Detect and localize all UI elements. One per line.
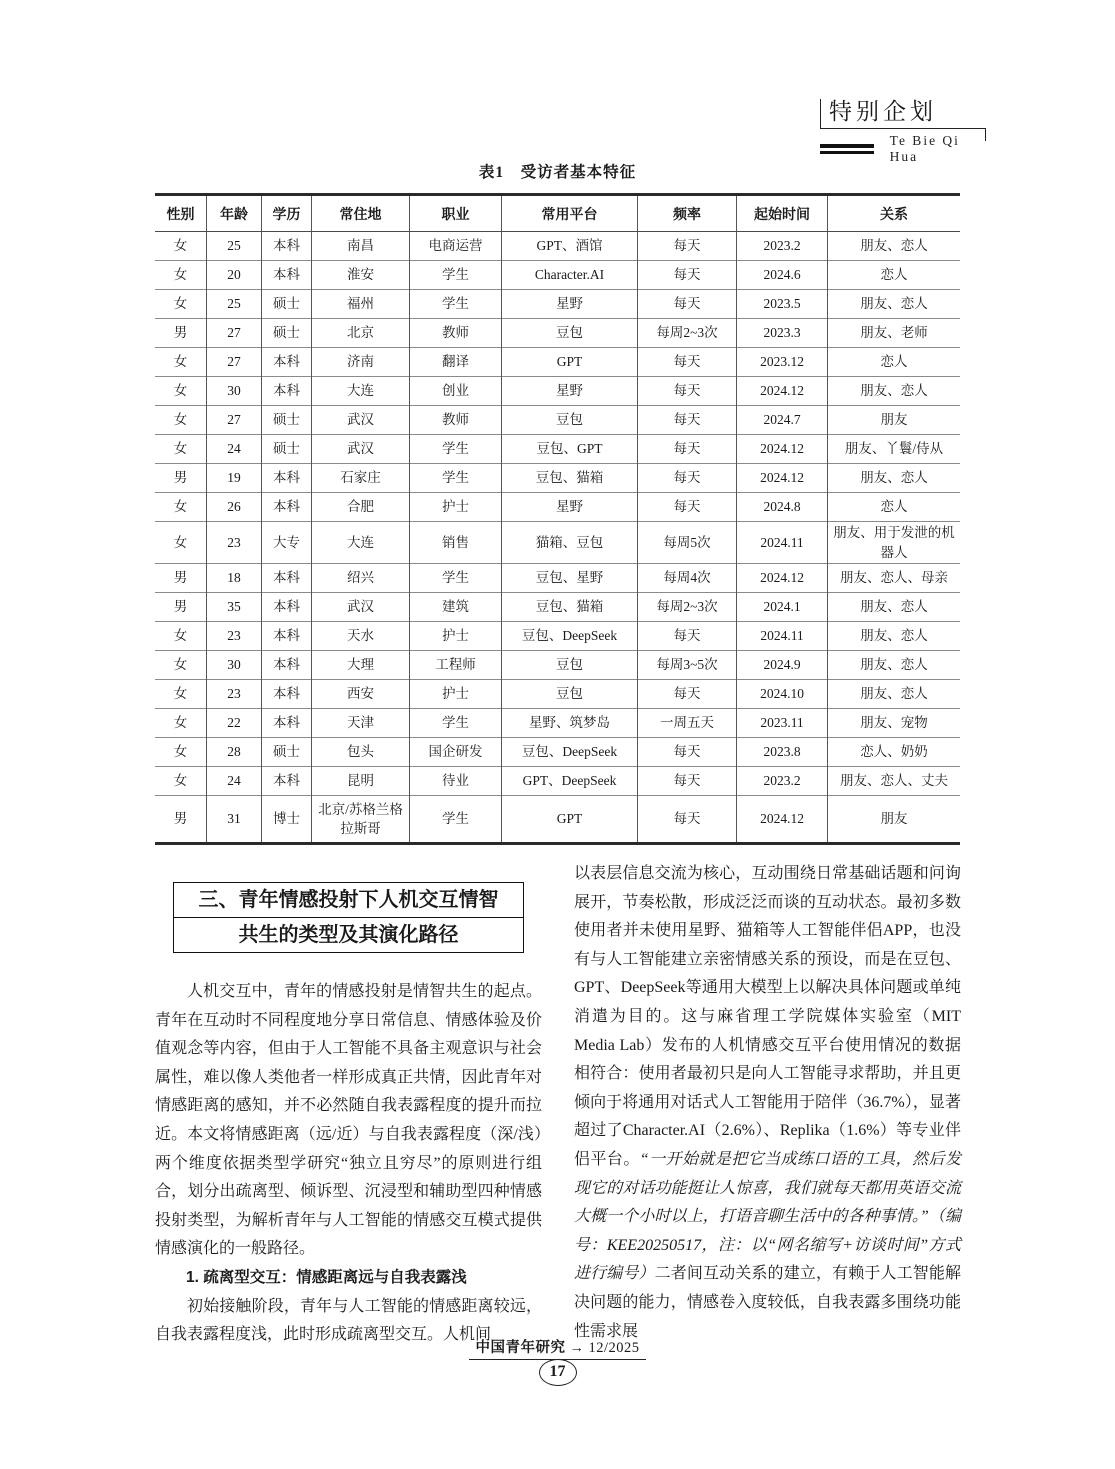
- column-header: 关系: [828, 195, 961, 232]
- table-cell: 朋友、恋人、丈夫: [828, 767, 961, 796]
- page-number: 17: [539, 1359, 577, 1386]
- header-badge-title: 特别企划: [829, 99, 937, 124]
- table-cell: 武汉: [312, 406, 410, 435]
- table-cell: 女: [173, 534, 188, 550]
- paragraph-intro: 人机交互中，青年的情感投射是情智共生的起点。青年在互动时不同程度地分享日常信息、情感体验及价值观念等内容，但由于人工智能不具备主观意识与社会属性，难以像人类他者一样形成真正共情，因此青年对情感距离的感知，并不必然随自我表露程度的提升而拉近。本文将情感距离（远/近）与自我表露程度（深/浅）两个维度依据类型学研究“独立且穷尽”的原则进行组合，划分出疏离型、倾诉型、沉浸型和辅助型四种情感投射类型，为解析青年与人工智能的情感交互模式提供情感演化的一般路径。: [155, 983, 542, 1258]
- table-cell: 2023.12: [737, 348, 828, 377]
- table-cell: 工程师: [410, 651, 502, 680]
- table-cell: 2024.7: [737, 406, 828, 435]
- table-cell: 2024.12: [737, 377, 828, 406]
- table-cell: 本科: [262, 464, 312, 493]
- table-cell: 每天: [638, 406, 737, 435]
- table-cell: 豆包、猫箱: [502, 593, 638, 622]
- table-cell: 豆包、星野: [502, 564, 638, 593]
- table-cell: 护士: [410, 622, 502, 651]
- table-cell: 包头: [312, 738, 410, 767]
- table-cell: 硕士: [262, 435, 312, 464]
- table-cell: 女: [173, 686, 188, 702]
- table-cell: 男: [173, 811, 188, 827]
- table-cell: 创业: [410, 377, 502, 406]
- table-cell: 护士: [410, 493, 502, 522]
- table-cell: 2024.11: [737, 622, 828, 651]
- table-cell: 朋友、恋人: [828, 651, 961, 680]
- table-row: [155, 564, 960, 593]
- header-badge-frame: [820, 99, 986, 129]
- table-cell: 昆明: [312, 767, 410, 796]
- table-cell: 女: [173, 773, 188, 789]
- table-cell: 24: [207, 767, 262, 796]
- table-cell: 朋友、恋人: [828, 290, 961, 319]
- table-cell: 28: [207, 738, 262, 767]
- table-cell: 北京/苏格兰格拉斯哥: [312, 796, 410, 844]
- table-cell: 学生: [410, 464, 502, 493]
- table-cell: 合肥: [312, 493, 410, 522]
- column-header: 常住地: [312, 195, 410, 232]
- table-cell: GPT: [502, 348, 638, 377]
- table-cell: 朋友: [828, 406, 961, 435]
- table-cell: 一周五天: [638, 709, 737, 738]
- subsection-heading: 1. 疏离型交互：情感距离远与自我表露浅: [186, 1268, 467, 1286]
- table-cell: 30: [207, 377, 262, 406]
- table-cell: 2023.5: [737, 290, 828, 319]
- table-row: [155, 261, 960, 290]
- table-row: [155, 593, 960, 622]
- table-cell: 每天: [638, 622, 737, 651]
- arrow-icon: →: [569, 1340, 585, 1356]
- table-cell: 2024.12: [737, 564, 828, 593]
- table-cell: 2023.3: [737, 319, 828, 348]
- table-cell: 天津: [312, 709, 410, 738]
- table-cell: 本科: [262, 564, 312, 593]
- section-heading: [173, 882, 524, 953]
- table-cell: 2024.12: [737, 796, 828, 844]
- table-cell: 销售: [410, 522, 502, 564]
- table-cell: 27: [207, 348, 262, 377]
- table-cell: 朋友、恋人: [828, 377, 961, 406]
- table-cell: 豆包: [502, 406, 638, 435]
- table-cell: 女: [173, 744, 188, 760]
- table-cell: 25: [207, 232, 262, 261]
- table-cell: 女: [173, 657, 188, 673]
- table-cell: 女: [173, 441, 188, 457]
- table-cell: 每周2~3次: [638, 319, 737, 348]
- table-caption: 表1 受访者基本特征: [478, 164, 637, 181]
- table-cell: 星野、筑梦岛: [502, 709, 638, 738]
- body-text-segment: 二者间互动关系的建立，有赖于人工智能解决问题的能力，情感卷入度较低，自我表露多围绕功能性需求展: [574, 1265, 961, 1340]
- table-cell: 济南: [312, 348, 410, 377]
- table-cell: 本科: [262, 377, 312, 406]
- table-cell: 每天: [638, 290, 737, 319]
- table-cell: 19: [207, 464, 262, 493]
- table-cell: GPT: [502, 796, 638, 844]
- table-cell: 女: [173, 412, 188, 428]
- table-cell: 2024.12: [737, 464, 828, 493]
- table-cell: 硕士: [262, 319, 312, 348]
- table-cell: 24: [207, 435, 262, 464]
- left-column: [155, 882, 542, 1350]
- table-cell: 每天: [638, 493, 737, 522]
- table-cell: 每天: [638, 738, 737, 767]
- table-cell: 星野: [502, 290, 638, 319]
- table-row: [155, 622, 960, 651]
- table-cell: 大专: [262, 522, 312, 564]
- table-cell: 2023.2: [737, 767, 828, 796]
- table-cell: 恋人: [828, 261, 961, 290]
- journal-name: 中国青年研究: [475, 1340, 566, 1356]
- page-footer: [0, 1336, 1115, 1386]
- interview-quote: “一开始就是把它当成练口语的工具，然后发现它的对话功能挺让人惊喜，我们就每天都用英语交流大概一个小时以上，打语音聊生活中的各种事情。”（编号：KEE20250517，注：以“网名缩写+访谈时间”方式进行编号）: [574, 1150, 961, 1283]
- table-cell: 每周3~5次: [638, 651, 737, 680]
- table-cell: 27: [207, 406, 262, 435]
- table-cell: 北京: [312, 319, 410, 348]
- table-cell: 女: [173, 499, 188, 515]
- table-cell: 淮安: [312, 261, 410, 290]
- table-cell: 豆包、猫箱: [502, 464, 638, 493]
- column-header: 职业: [410, 195, 502, 232]
- table-cell: 大连: [312, 377, 410, 406]
- table-cell: 朋友: [828, 796, 961, 844]
- table-cell: 本科: [262, 493, 312, 522]
- table-cell: Character.AI: [502, 261, 638, 290]
- table-cell: 朋友、恋人: [828, 464, 961, 493]
- table-cell: 朋友、丫鬟/侍从: [828, 435, 961, 464]
- table-cell: 女: [173, 267, 188, 283]
- table-cell: 恋人: [828, 348, 961, 377]
- table-cell: 22: [207, 709, 262, 738]
- table-cell: 硕士: [262, 290, 312, 319]
- table-cell: 学生: [410, 796, 502, 844]
- table-cell: 女: [173, 238, 188, 254]
- table-cell: 男: [173, 470, 188, 486]
- issue-number: 12/2025: [588, 1340, 640, 1356]
- table-cell: 朋友、用于发泄的机器人: [828, 522, 961, 564]
- table-cell: 学生: [410, 261, 502, 290]
- table-cell: 18: [207, 564, 262, 593]
- table-cell: 本科: [262, 680, 312, 709]
- footer-inner: [469, 1336, 645, 1386]
- column-header: 学历: [262, 195, 312, 232]
- table-row: [155, 651, 960, 680]
- table-row: [155, 709, 960, 738]
- table-row: [155, 680, 960, 709]
- table-cell: 石家庄: [312, 464, 410, 493]
- table-cell: 国企研发: [410, 738, 502, 767]
- table-cell: 朋友、恋人: [828, 622, 961, 651]
- table-cell: 23: [207, 680, 262, 709]
- table-cell: 2024.1: [737, 593, 828, 622]
- table-row: [155, 435, 960, 464]
- table-cell: 每周5次: [638, 522, 737, 564]
- table-cell: 大理: [312, 651, 410, 680]
- table-cell: 2024.6: [737, 261, 828, 290]
- table-row: [155, 738, 960, 767]
- table-cell: 2024.11: [737, 522, 828, 564]
- paragraph-left-partial: 初始接触阶段，青年与人工智能的情感距离较远，自我表露程度浅，此时形成疏离型交互。人机间: [155, 1297, 542, 1344]
- table-cell: 26: [207, 493, 262, 522]
- table-cell: 武汉: [312, 435, 410, 464]
- double-bar-icon: [820, 144, 874, 154]
- table-cell: 女: [173, 383, 188, 399]
- paragraph-right-continuation: [574, 860, 961, 1346]
- table-cell: 男: [173, 325, 188, 341]
- table-cell: 本科: [262, 232, 312, 261]
- table-cell: 每天: [638, 348, 737, 377]
- table-cell: 硕士: [262, 738, 312, 767]
- body-text-segment: 以表层信息交流为核心，互动围绕日常基础话题和问询展开，节奏松散，形成泛泛而谈的互动状态。最初多数使用者并未使用星野、猫箱等人工智能伴侣APP，也没有与人工智能建立亲密情感关系的预设，而是在豆包、GPT、DeepSeek等通用大模型上以解决具体问题或单纯消遣为目的。这与麻省理工学院媒体实验室（MIT Media Lab）发布的人机情感交互平台使用情况的数据相符合：使用者最初只是向人工智能寻求帮助，并且更倾向于将通用对话式人工智能用于陪伴（36.7%），显著超过了Character.AI（2.6%）、Replika（1.6%）等专业伴侣平台。: [574, 865, 961, 1168]
- section-heading-line1: 三、青年情感投射下人机交互情智: [174, 883, 523, 918]
- table-cell: 学生: [410, 564, 502, 593]
- table-cell: 2024.10: [737, 680, 828, 709]
- table-cell: GPT、DeepSeek: [502, 767, 638, 796]
- table-cell: 20: [207, 261, 262, 290]
- table-cell: 朋友、恋人、母亲: [828, 564, 961, 593]
- table-cell: 绍兴: [312, 564, 410, 593]
- column-header: 年龄: [207, 195, 262, 232]
- table-cell: 女: [173, 354, 188, 370]
- table-row: [155, 767, 960, 796]
- table-cell: 本科: [262, 651, 312, 680]
- header-badge-pinyin: Te Bie Qi Hua: [889, 133, 960, 164]
- table-cell: 翻译: [410, 348, 502, 377]
- table-cell: 豆包、GPT: [502, 435, 638, 464]
- table-cell: 星野: [502, 377, 638, 406]
- table-row: [155, 493, 960, 522]
- table-cell: 博士: [262, 796, 312, 844]
- table-cell: 每天: [638, 232, 737, 261]
- table-header-row: [155, 195, 960, 232]
- table-cell: 23: [207, 522, 262, 564]
- table-row: [155, 290, 960, 319]
- table-cell: 星野: [502, 493, 638, 522]
- table-row: [155, 522, 960, 564]
- table-row: [155, 406, 960, 435]
- table-cell: 每周2~3次: [638, 593, 737, 622]
- table-cell: 25: [207, 290, 262, 319]
- table-cell: 护士: [410, 680, 502, 709]
- table-cell: 武汉: [312, 593, 410, 622]
- table-row: [155, 232, 960, 261]
- page-header-badge: [820, 99, 986, 165]
- table-cell: 待业: [410, 767, 502, 796]
- table-cell: 教师: [410, 319, 502, 348]
- table-cell: 朋友、恋人: [828, 232, 961, 261]
- table-cell: 2024.9: [737, 651, 828, 680]
- table-cell: 猫箱、豆包: [502, 522, 638, 564]
- table-cell: 大连: [312, 522, 410, 564]
- table-cell: 27: [207, 319, 262, 348]
- column-header: 频率: [638, 195, 737, 232]
- table-cell: 30: [207, 651, 262, 680]
- table-cell: 每天: [638, 796, 737, 844]
- table-row: [155, 348, 960, 377]
- table-cell: 福州: [312, 290, 410, 319]
- table-cell: 每天: [638, 435, 737, 464]
- table-cell: 豆包、DeepSeek: [502, 622, 638, 651]
- table-cell: 豆包: [502, 319, 638, 348]
- respondents-table: [155, 193, 960, 845]
- table-cell: 豆包、DeepSeek: [502, 738, 638, 767]
- table-cell: 豆包: [502, 680, 638, 709]
- table-cell: 本科: [262, 261, 312, 290]
- table-cell: 朋友、老师: [828, 319, 961, 348]
- table-row: [155, 796, 960, 844]
- table-cell: 2024.8: [737, 493, 828, 522]
- table-cell: 每周4次: [638, 564, 737, 593]
- table-cell: 每天: [638, 377, 737, 406]
- table-cell: 男: [173, 570, 188, 586]
- table-cell: 硕士: [262, 406, 312, 435]
- table-cell: 电商运营: [410, 232, 502, 261]
- table-cell: 每天: [638, 767, 737, 796]
- footer-journal-line: [469, 1336, 645, 1359]
- table-cell: 学生: [410, 709, 502, 738]
- table-cell: 恋人: [828, 493, 961, 522]
- column-header: 常用平台: [502, 195, 638, 232]
- table-row: [155, 319, 960, 348]
- table-head: [155, 195, 960, 232]
- table-cell: 天水: [312, 622, 410, 651]
- table-cell: 本科: [262, 767, 312, 796]
- table-cell: 女: [173, 628, 188, 644]
- table-cell: 恋人、奶奶: [828, 738, 961, 767]
- table-cell: 2024.12: [737, 435, 828, 464]
- table-cell: 女: [173, 715, 188, 731]
- table-cell: 31: [207, 796, 262, 844]
- table-body: [155, 232, 960, 844]
- table-row: [155, 464, 960, 493]
- section-heading-line2: 共生的类型及其演化路径: [238, 924, 459, 946]
- table-cell: 本科: [262, 348, 312, 377]
- table-cell: 南昌: [312, 232, 410, 261]
- table-cell: 学生: [410, 290, 502, 319]
- table-cell: 2023.8: [737, 738, 828, 767]
- table-cell: 学生: [410, 435, 502, 464]
- table-cell: 每天: [638, 680, 737, 709]
- table-cell: 朋友、宠物: [828, 709, 961, 738]
- column-header: 性别: [166, 205, 195, 222]
- table-cell: 豆包: [502, 651, 638, 680]
- right-column: [574, 860, 961, 1346]
- table-cell: 男: [173, 599, 188, 615]
- table-cell: 每天: [638, 464, 737, 493]
- column-header: 起始时间: [737, 195, 828, 232]
- table-cell: 本科: [262, 709, 312, 738]
- table-cell: 西安: [312, 680, 410, 709]
- table-cell: 每天: [638, 261, 737, 290]
- table-cell: 23: [207, 622, 262, 651]
- table-cell: 女: [173, 296, 188, 312]
- table-cell: 建筑: [410, 593, 502, 622]
- table-row: [155, 377, 960, 406]
- table-cell: 35: [207, 593, 262, 622]
- table-cell: 2023.2: [737, 232, 828, 261]
- table-cell: 朋友、恋人: [828, 680, 961, 709]
- table-cell: 2023.11: [737, 709, 828, 738]
- table-cell: 教师: [410, 406, 502, 435]
- table-cell: 本科: [262, 593, 312, 622]
- table-cell: 本科: [262, 622, 312, 651]
- table-cell: GPT、酒馆: [502, 232, 638, 261]
- table-cell: 朋友、恋人: [828, 593, 961, 622]
